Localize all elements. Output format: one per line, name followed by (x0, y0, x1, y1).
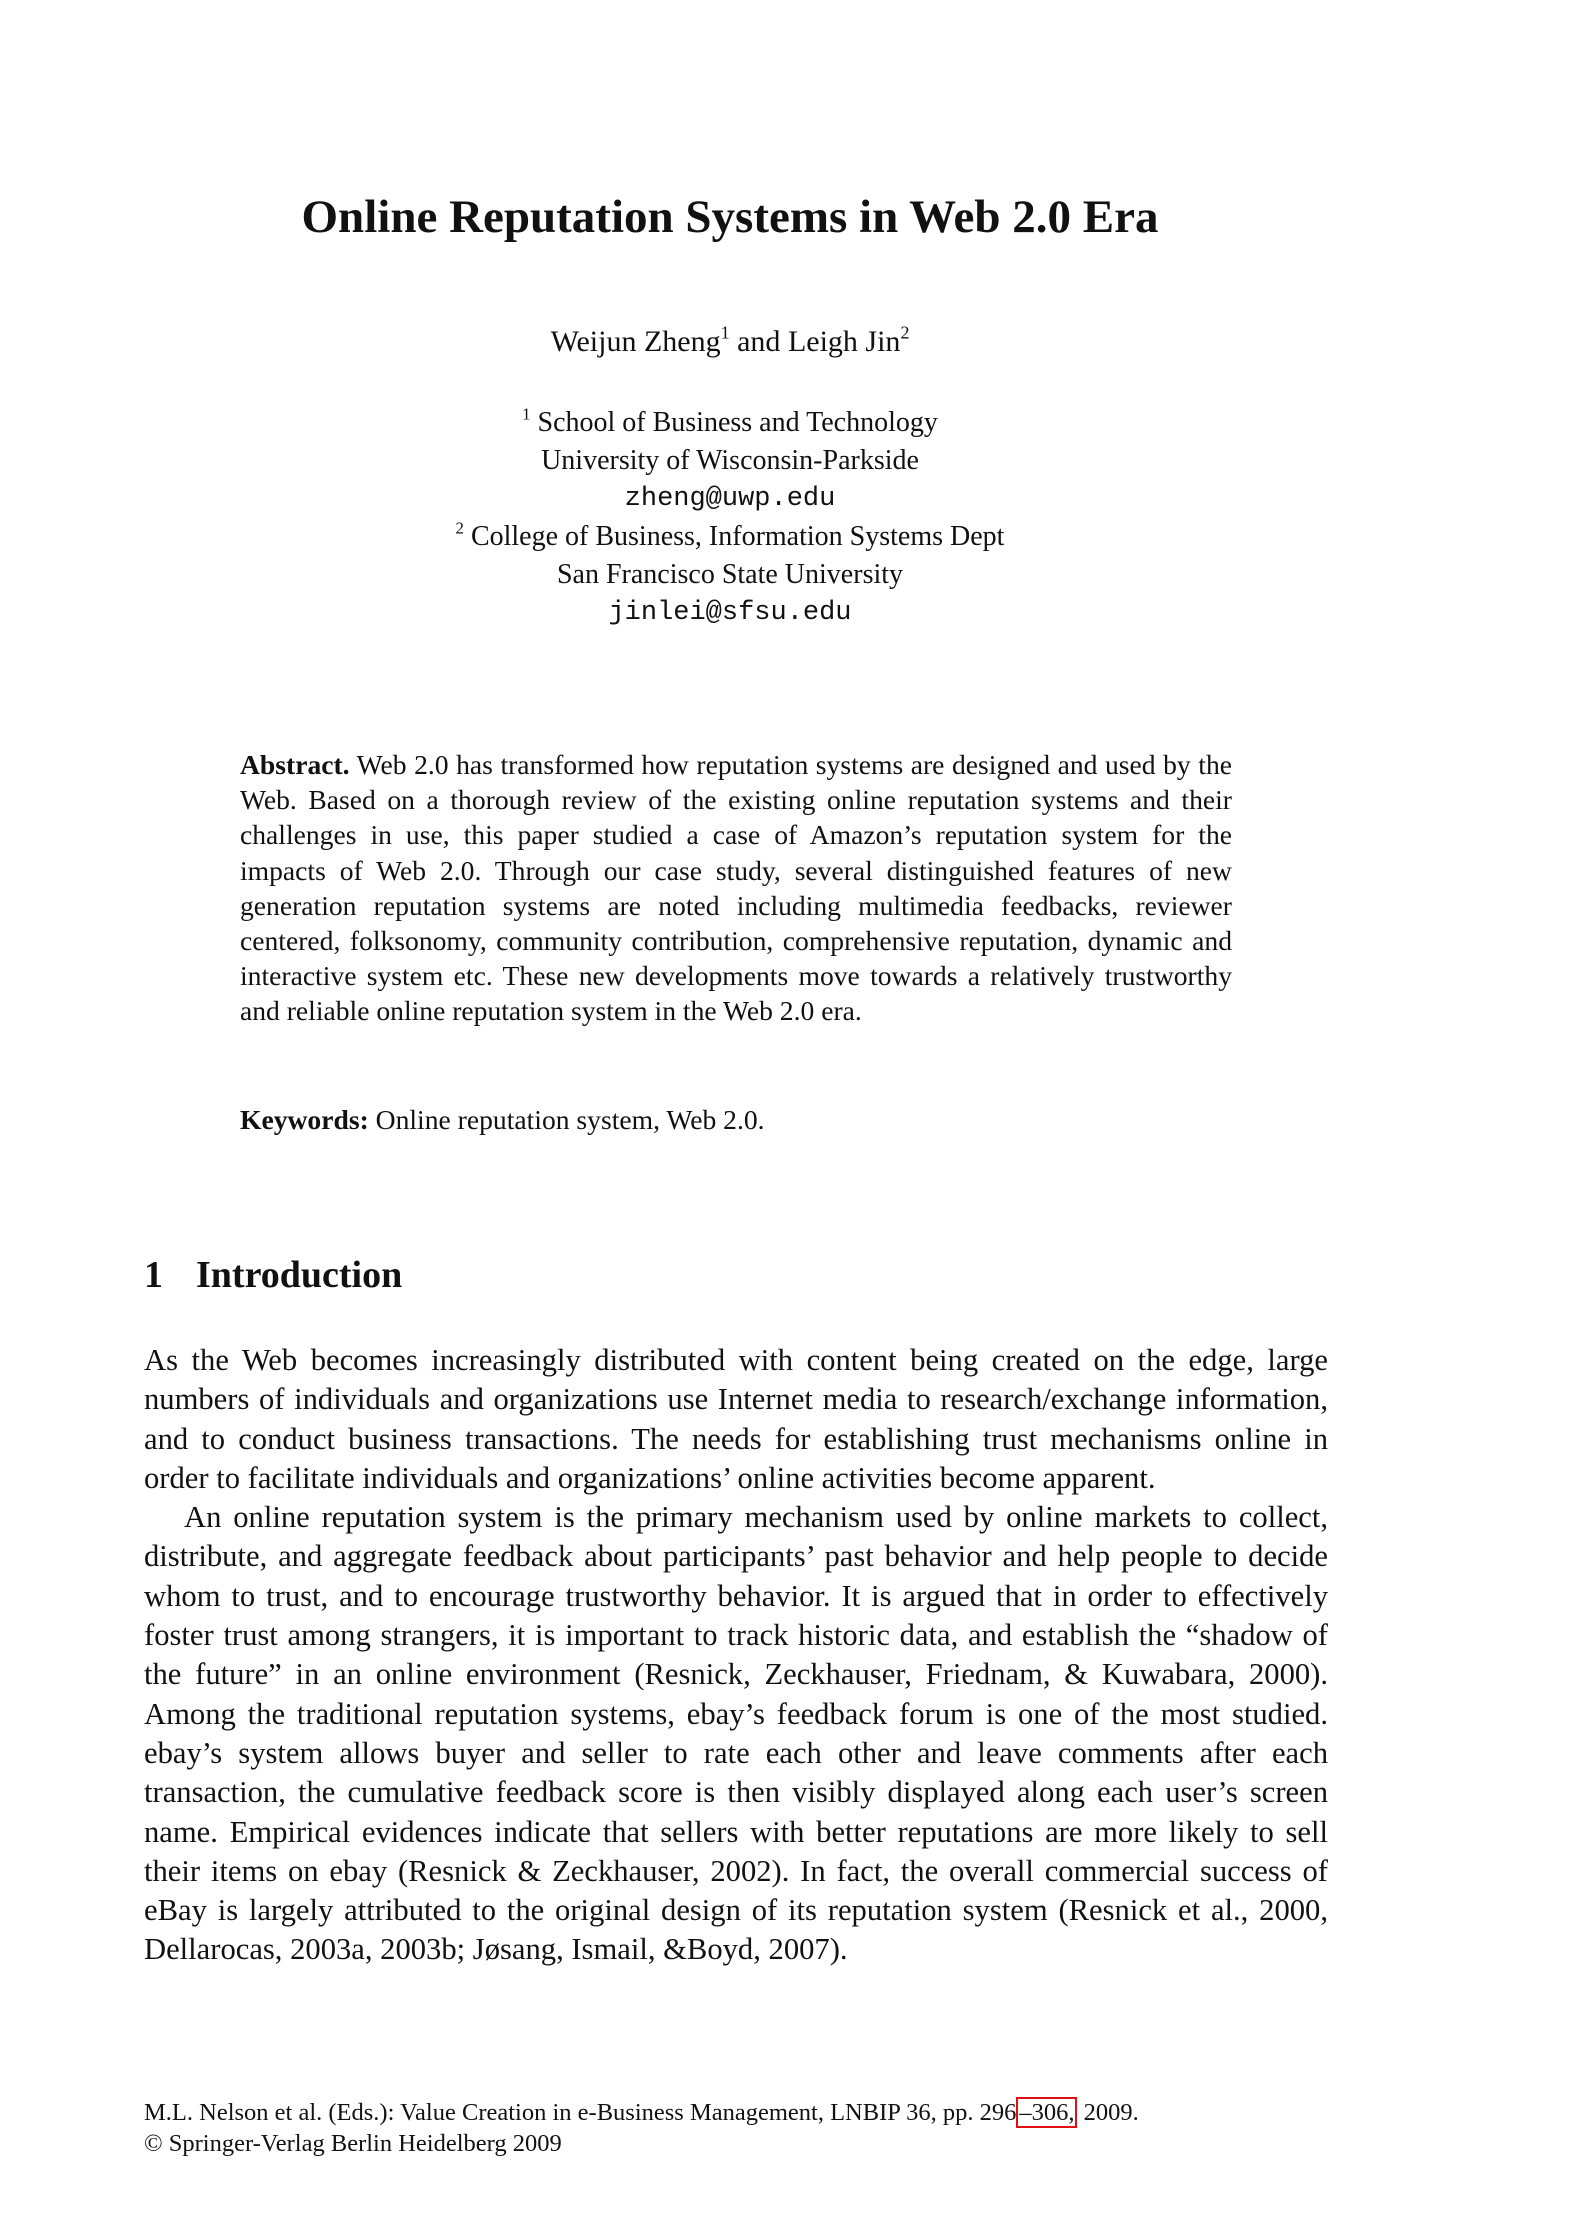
keywords (240, 1102, 1232, 1137)
citation-year: 2009. (1077, 2099, 1139, 2126)
affiliation-institution: University of Wisconsin-Parkside (541, 445, 919, 476)
affiliation-department: College of Business, Information Systems Dept (470, 521, 1005, 552)
page-footer (144, 2097, 1139, 2159)
keywords-text: Online reputation system, Web 2.0. (368, 1104, 765, 1135)
author-superscript: 2 (900, 322, 910, 343)
affiliation-superscript: 2 (455, 518, 464, 538)
section-title: Introduction (196, 1254, 403, 1296)
copyright-line: © Springer-Verlag Berlin Heidelberg 2009 (144, 2130, 562, 2157)
author-superscript: 1 (720, 322, 730, 343)
section-body (144, 1341, 1328, 1970)
keywords-label: Keywords: (240, 1104, 369, 1135)
affiliation-superscript: 1 (522, 404, 531, 424)
abstract-label: Abstract. (240, 749, 350, 780)
affiliation-email[interactable]: zheng@uwp.edu (624, 484, 836, 514)
author-connector: and (729, 325, 788, 358)
affiliation-email[interactable]: jinlei@sfsu.edu (608, 598, 852, 628)
abstract-text: Web 2.0 has transformed how reputation systems are designed and used by the Web. Based on a thorough review of the existing online reputation systems and their challenges in use, this paper studied a case of Amazon’s reputation system for the impacts of Web 2.0. Through our case study, several distinguished features of new generation reputation systems are noted including multimedia feedbacks, reviewer centered, folksonomy, community contribution, comprehensive reputation, dynamic and interactive system etc. These new developments move towards a relatively trustworthy and reliable online reputation system in the Web 2.0 era. (240, 749, 1232, 1027)
body-paragraph: An online reputation system is the primary mechanism used by online markets to collect, distribute, and aggregate feedback about participants’ past behavior and help people to decide whom to trust, and to encourage trustworthy behavior. It is argued that in order to effectively foster trust among strangers, it is important to track historic data, and establish the “shadow of the future” in an online environment (Resnick, Zeckhauser, Friednam, & Kuwabara, 2000). Among the traditional reputation systems, ebay’s feedback forum is one of the most studied. ebay’s system allows buyer and seller to rate each other and leave comments after each transaction, the cumulative feedback score is then visibly displayed along each user’s screen name. Empirical evidences indicate that sellers with better reputations are more likely to sell their items on ebay (Resnick & Zeckhauser, 2002). In fact, the overall commercial success of eBay is largely attributed to the original design of its reputation system (Resnick et al., 2000, Dellarocas, 2003a, 2003b; Jøsang, Ismail, &Boyd, 2007). (144, 1500, 1328, 1967)
author-name: Weijun Zheng (550, 325, 721, 358)
citation-text: M.L. Nelson et al. (Eds.): Value Creation in e-Business Management, LNBIP 36, pp. 296 (144, 2099, 1017, 2126)
affiliation-institution: San Francisco State University (556, 559, 904, 590)
abstract (240, 747, 1232, 1029)
affiliations (0, 404, 1460, 632)
affiliation-line (0, 404, 1460, 442)
paper-title: Online Reputation Systems in Web 2.0 Era (301, 191, 1159, 243)
affiliation-department: School of Business and Technology (537, 407, 938, 438)
affiliation-line (0, 518, 1460, 556)
author-line (0, 322, 1460, 359)
highlighted-page-range: –306, (1016, 2097, 1077, 2128)
body-paragraph: As the Web becomes increasingly distributed with content being created on the edge, large numbers of individuals and organizations use Internet media to research/exchange information, and to conduct business transactions. The needs for establishing trust mechanisms online in order to facilitate individuals and organizations’ online activities become apparent. (144, 1343, 1328, 1495)
citation-line (144, 2097, 1139, 2128)
author-name: Leigh Jin (787, 325, 901, 358)
section-heading (144, 1253, 402, 1297)
section-number: 1 (144, 1254, 163, 1296)
